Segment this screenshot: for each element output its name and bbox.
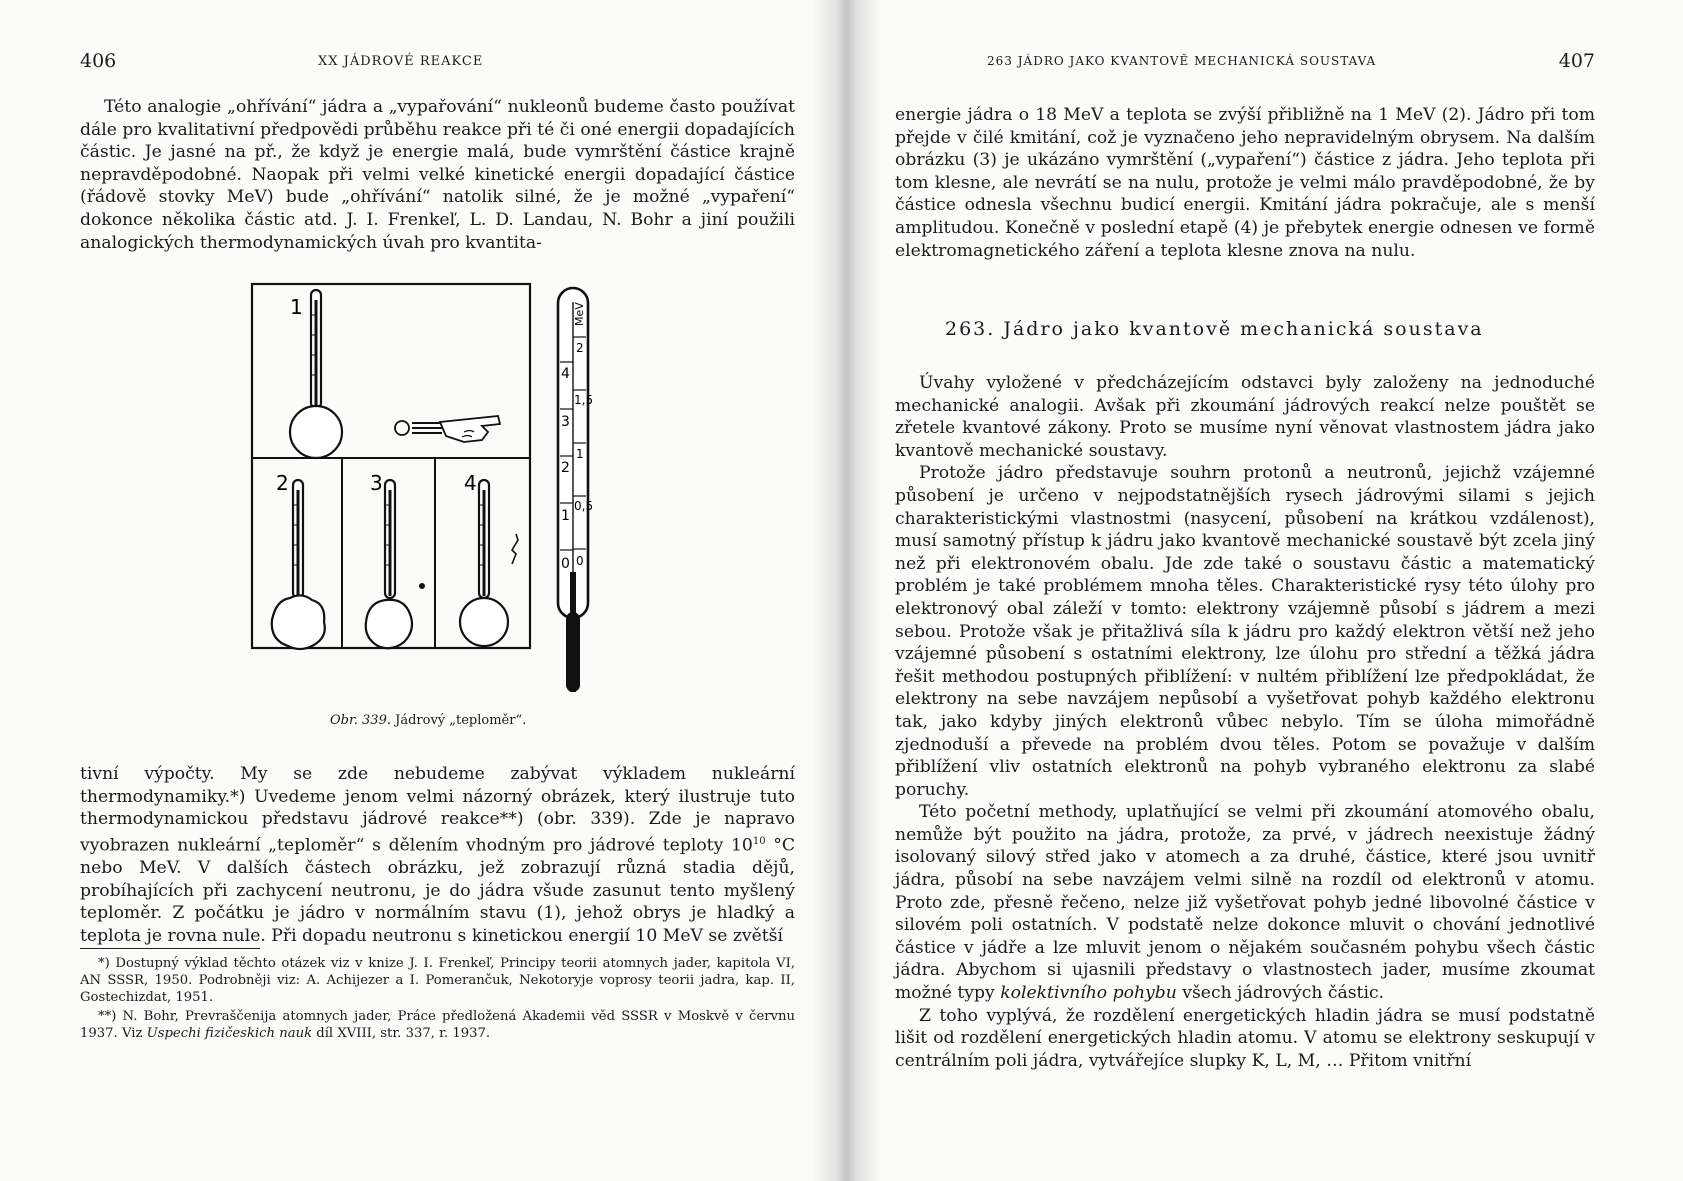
left-page — [80, 0, 795, 1181]
left-running-title: XX JÁDROVÉ REAKCE — [318, 54, 484, 69]
right-page — [895, 0, 1595, 1181]
thermometer-3 — [385, 480, 395, 598]
panel-label-1: 1 — [290, 295, 303, 319]
right-paragraph-continued: energie jádra o 18 MeV a teplota se zvýší přibližně na 1 MeV (2). Jádro při tom přejde v čilé kmitání, což je vyznačeno jeho nepravidelným obrysem. Na dalším obrázku (3) je ukázáno vymrštění („vypaření“) částice z jádra. Jeho teplota při tom klesne, ale nevrátí se na nulu, protože je velmi málo pravděpodobné, že by částice odnesla všechnu budicí energii. Kmitání jádra pokračuje, ale s menší amplitudou. Konečně v poslední etapě (4) je přebytek energie odnesen ve formě elektromagnetického záření a teplota klesne znova na nulu. — [895, 105, 1595, 261]
footnote-2 — [80, 1008, 795, 1042]
thermometer-1 — [311, 290, 321, 408]
emitted-particle — [419, 583, 425, 589]
thermometer-4 — [479, 480, 489, 598]
right-paragraph-3-emphasis: kolektivního pohybu — [1000, 983, 1177, 1004]
section-heading: 263. Jádro jako kvantově mechanická soustava — [945, 318, 1484, 340]
scale-right-tick: 1,5 — [574, 393, 594, 407]
right-running-head — [895, 50, 1595, 78]
left-text-bottom — [80, 763, 795, 947]
scale-unit-label: MeV — [573, 302, 586, 326]
left-paragraph-1: Této analogie „ohřívání“ jádra a „vypařování“ nukleonů budeme často používat dále pro kvalitativní předpovědi průběhu reakce při té či oné energii dopadajících částic. Je jasné na př., že když je energie malá, bude vymrštění částice krajně nepravděpodobné. Naopak při velmi velké kinetické energii dopadající částice (řádově stovky MeV) bude „ohřívání“ natolik silné, že je možné „vypaření“ dokonce několika částic atd. J. I. Frenkeľ, L. D. Landau, N. Bohr a jiní použili analogických thermodynamických úvah pro kvantita- — [80, 97, 795, 253]
left-running-head — [80, 50, 795, 78]
nuclear-thermometer-figure — [250, 282, 610, 702]
figure-caption — [330, 713, 526, 728]
left-page-number: 406 — [80, 50, 117, 72]
right-paragraph-3-part-b: všech jádrových částic. — [1176, 983, 1385, 1004]
footnote-1: *) Dostupný výklad těchto otázek viz v knize J. I. Frenkeľ, Principy teorii atomnych jader, kapitola VI, AN SSSR, 1950. Podrobněji viz: A. Achijezer a I. Pomerančuk, Nekotoryje voprosy teorii jadra, kap. II, Gostechizdat, 1951. — [80, 956, 795, 1005]
left-paragraph-2-superscript: 10 — [752, 835, 766, 847]
left-paragraph-2-part-a: tivní výpočty. My se zde nebudeme zabývat výkladem nukleární thermodynamiky.*) Uvedeme jenom velmi názorný obrázek, který ilustruje tuto thermodynamickou představu jádrové reakce**) (obr. 339). Zde je napravo vyobrazen nukleární „teploměr“ s dělením vhodným pro jádrové teploty 10 — [80, 764, 795, 856]
right-running-title: 263 JÁDRO JAKO KVANTOVĚ MECHANICKÁ SOUSTAVA — [987, 54, 1377, 68]
thermometer-2 — [293, 480, 303, 598]
nucleus-1 — [290, 406, 342, 458]
left-footnotes — [80, 948, 795, 1044]
footnote-rule — [80, 948, 260, 949]
pointing-hand-icon — [440, 416, 500, 442]
right-paragraph-3 — [895, 801, 1595, 1004]
nucleus-3 — [366, 600, 412, 648]
left-paragraph-2-part-b: °C nebo MeV. V dalších částech obrázku, jež zobrazují různá stadia dějů, probíhajících při zachycení neutronu, je do jádra všude zasunut tento myšlený teploměr. Z počátku je jádro v normálním stavu (1), jehož obrys je hladký a teplota je rovna nule. Při dopadu neutronu s kinetickou energií 10 MeV se zvětší — [80, 835, 795, 946]
panel-label-4: 4 — [464, 471, 477, 495]
nucleus-4 — [460, 598, 508, 646]
panel-label-2: 2 — [276, 471, 289, 495]
scale-left-tick: 3 — [561, 414, 570, 430]
right-paragraph-1: Úvahy vyložené v předcházejícím odstavci byly založeny na jednoduché mechanické analogii. Avšak při zkoumání jádrových reakcí nelze pouštět se zřetele kvantové zákony. Proto se musíme nyní věnovat vlastnostem jádra jako kvantově mechanické soustavy. — [895, 373, 1595, 461]
incoming-neutron-icon — [395, 421, 442, 435]
nucleus-2-excited — [272, 595, 325, 649]
scale-left-tick: 4 — [561, 366, 570, 382]
scale-left-tick: 0 — [561, 556, 570, 572]
panel-label-3: 3 — [370, 471, 383, 495]
scale-right-tick: 2 — [576, 341, 584, 355]
left-text-top — [80, 96, 795, 254]
scale-left-tick: 1 — [561, 508, 570, 524]
footnote-2-journal: Uspechi fizičeskich nauk — [146, 1026, 313, 1041]
right-paragraph-2: Protože jádro představuje souhrn protonů a neutronů, jejichž vzájemné působení je určeno v nejpodstatnějších rysech jádrovými silami s jejich charakteristickými vlastnostmi (nasycení, působení na krátkou vzdálenost), musí samotný přístup k jádru jako kvantově mechanické soustavě být zcela jiný než při elektronovém obalu. Jde zde také o soustavu částic a matematický problém je také problémem mnoha těles. Charakteristické rysy této úlohy pro elektronový obal záleží v tomto: elektrony vzájemně působí s jádrem a mezi sebou. Protože však je přitažlivá síla k jádru pro každý elektron větší než jeho vzájemné působení s ostatními elektrony, lze úlohu pro střední a těžká jádra řešit methodou postupných přiblížení: v nultém přiblížení lze předpokládat, že elektrony na sebe navzájem nepůsobí a vyšetřovat pohyb každého elektronu tak, jako kdyby jiných elektronů vůbec nebylo. Tím se úloha mimořádně zjednoduší a převede na problém dvou těles. Potom se považuje v dalším přiblížení vliv ostatních elektronů na pohyb vybraného elektronu za slabé poruchy. — [895, 463, 1595, 800]
figure-caption-label: Obr. 339. — [330, 713, 391, 728]
footnote-2-part-b: díl XVIII, str. 337, r. 1937. — [312, 1026, 491, 1041]
right-text-top — [895, 104, 1595, 262]
right-paragraph-3-part-a: Této početní methody, uplatňující se velmi při zkoumání atomového obalu, nemůže být použito na jádra, protože, za prvé, v jádrech neexistuje žádný isolovaný silový střed jako v atomech a za druhé, částice, které jsou uvnitř jádra, působí na sebe navzájem velmi silně na rozdíl od elektronů v atomu. Proto zde, přesně řečeno, nelze již vyšetřovat pohyb jedné libovolné částice v silovém poli ostatních. V podstatě nelze dokonce mluvit o chování jednotlivé částice v jádře a lze mluvit jenom o nějakém současném pohybu všech částic jádra. Abychom si ujasnili představy o vlastnostech jader, musíme zkoumat možné typy — [895, 802, 1595, 1004]
scale-left-tick: 2 — [561, 460, 570, 476]
book-gutter — [812, 0, 882, 1181]
right-page-number: 407 — [1558, 50, 1595, 72]
figure-caption-text: Jádrový „teploměr“. — [395, 713, 527, 728]
scale-right-tick: 1 — [576, 447, 584, 461]
right-text-body — [895, 372, 1595, 1072]
scale-right-tick: 0,5 — [574, 499, 594, 513]
footnote-2-part-a: **) N. Bohr, Prevraščenija atomnych jader, Práce předložená Akademii věd SSSR v Moskvě v červnu 1937. Viz — [80, 1009, 795, 1041]
radiation-arrow-icon — [512, 534, 518, 564]
right-paragraph-4: Z toho vyplývá, že rozdělení energetických hladin jádra se musí podstatně lišit od rozdělení energetických hladin atomu. V atomu se elektrony seskupují v centrálním poli jádra, vytvářejíce slupky K, L, M, … Přitom vnitřní — [895, 1005, 1595, 1071]
left-paragraph-2 — [80, 763, 795, 947]
scale-right-tick: 0 — [576, 554, 584, 568]
